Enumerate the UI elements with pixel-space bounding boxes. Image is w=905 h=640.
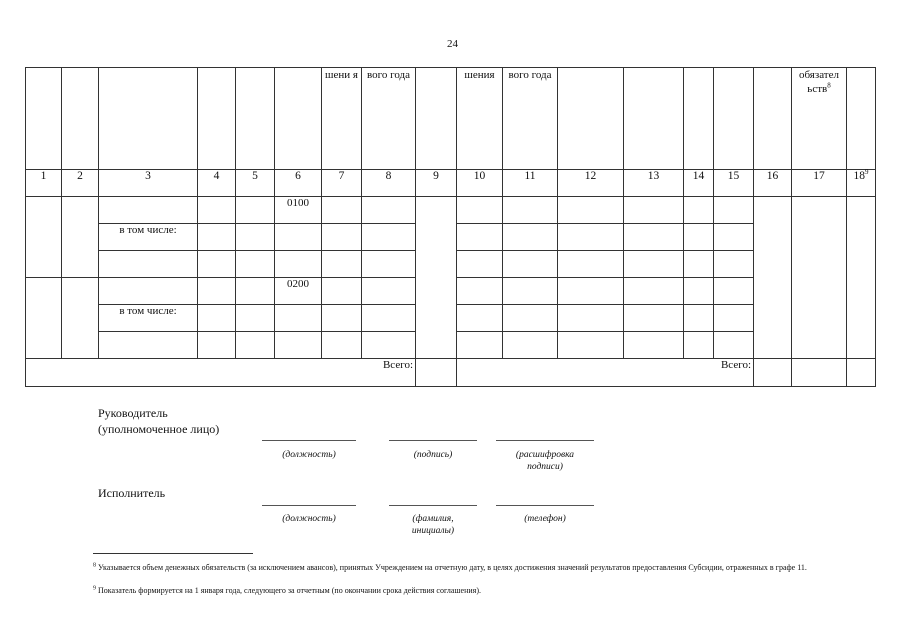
header-cell xyxy=(236,68,275,170)
table-cell xyxy=(847,359,876,387)
table-cell xyxy=(624,278,684,305)
table-cell xyxy=(99,251,198,278)
header-cell xyxy=(416,68,457,170)
table-cell xyxy=(275,305,322,332)
table-cell xyxy=(99,197,198,224)
col-number: 1 xyxy=(26,170,62,197)
table-cell xyxy=(684,305,714,332)
header-cell-col8: вого года xyxy=(362,68,416,170)
page-number: 24 xyxy=(447,38,458,50)
table-cell xyxy=(275,332,322,359)
table-cell xyxy=(847,197,876,359)
total-label-left: Всего: xyxy=(26,359,416,387)
table-row xyxy=(26,197,876,224)
table-cell xyxy=(457,332,503,359)
table-cell xyxy=(558,332,624,359)
col-number: 16 xyxy=(754,170,792,197)
table-cell xyxy=(362,278,416,305)
table-cell xyxy=(322,278,362,305)
table-cell xyxy=(198,197,236,224)
table-cell xyxy=(322,197,362,224)
table-cell xyxy=(714,305,754,332)
table-cell xyxy=(198,278,236,305)
col-number: 12 xyxy=(558,170,624,197)
table-cell xyxy=(714,224,754,251)
header-cell-col7: шени я xyxy=(322,68,362,170)
table-cell xyxy=(322,332,362,359)
including-label: в том числе: xyxy=(99,224,198,251)
col-number: 14 xyxy=(684,170,714,197)
table-cell xyxy=(457,251,503,278)
col-number: 17 xyxy=(792,170,847,197)
header-cell xyxy=(26,68,62,170)
including-label: в том числе: xyxy=(99,305,198,332)
exec-name-caption: (фамилия, инициалы) xyxy=(411,514,455,536)
header-cell xyxy=(275,68,322,170)
header-cell-col17 xyxy=(792,68,847,170)
exec-position-line xyxy=(262,505,356,506)
table-cell xyxy=(624,305,684,332)
table-cell xyxy=(714,251,754,278)
table-cell xyxy=(684,197,714,224)
table-cell xyxy=(503,197,558,224)
col-number: 11 xyxy=(503,170,558,197)
table-cell xyxy=(684,224,714,251)
table-cell xyxy=(362,305,416,332)
table-cell xyxy=(457,224,503,251)
table-cell xyxy=(416,197,457,359)
table-cell xyxy=(236,332,275,359)
table-cell xyxy=(558,305,624,332)
header-cell xyxy=(624,68,684,170)
table-cell xyxy=(236,197,275,224)
table-cell xyxy=(558,224,624,251)
executor-label: Исполнитель xyxy=(98,486,166,500)
column-number-row xyxy=(26,170,876,197)
table-cell xyxy=(26,278,62,359)
table-cell xyxy=(503,224,558,251)
col-number-18: 18 xyxy=(853,170,865,182)
table-cell xyxy=(624,332,684,359)
footnote-9 xyxy=(93,585,888,596)
table-cell xyxy=(362,332,416,359)
table-cell xyxy=(457,197,503,224)
footnote-9-mark: 9 xyxy=(93,585,96,592)
col-number: 8 xyxy=(362,170,416,197)
table-cell xyxy=(714,278,754,305)
table-cell xyxy=(99,332,198,359)
head-label xyxy=(98,405,219,437)
table-cell xyxy=(236,224,275,251)
header-cell xyxy=(198,68,236,170)
row-code: 0100 xyxy=(275,197,322,224)
head-decoding-caption: (расшифровка подписи) xyxy=(515,450,575,472)
table-cell xyxy=(275,224,322,251)
table-cell xyxy=(236,251,275,278)
table-cell xyxy=(503,278,558,305)
table-cell xyxy=(62,197,99,278)
table-cell xyxy=(684,251,714,278)
table-cell xyxy=(198,224,236,251)
col-number: 2 xyxy=(62,170,99,197)
table-cell xyxy=(558,251,624,278)
table-cell xyxy=(322,305,362,332)
col-number: 6 xyxy=(275,170,322,197)
head-label-line2: (уполномоченное лицо) xyxy=(98,422,220,436)
col-number: 4 xyxy=(198,170,236,197)
header-cell xyxy=(99,68,198,170)
table-cell xyxy=(236,278,275,305)
table-cell xyxy=(26,197,62,278)
head-position-line xyxy=(262,440,356,441)
footnote-rule xyxy=(93,553,253,554)
table-cell xyxy=(684,332,714,359)
report-table xyxy=(25,67,876,387)
table-cell xyxy=(198,305,236,332)
exec-phone-caption: (телефон) xyxy=(524,514,566,524)
header-cell xyxy=(684,68,714,170)
header-cell-col11: вого года xyxy=(503,68,558,170)
table-cell xyxy=(62,278,99,359)
header-cell xyxy=(62,68,99,170)
header-row xyxy=(26,68,876,170)
table-cell xyxy=(198,251,236,278)
col-number xyxy=(847,170,876,197)
table-cell xyxy=(99,278,198,305)
table-cell xyxy=(792,197,847,359)
table-cell xyxy=(558,278,624,305)
table-cell xyxy=(322,224,362,251)
exec-name-line xyxy=(389,505,477,506)
head-decoding-line xyxy=(496,440,594,441)
table-cell xyxy=(792,359,847,387)
table-cell xyxy=(624,224,684,251)
footnote-ref-8: 8 xyxy=(827,81,831,90)
table-cell xyxy=(198,332,236,359)
row-code: 0200 xyxy=(275,278,322,305)
table-cell xyxy=(275,251,322,278)
table-cell xyxy=(558,197,624,224)
header-cell xyxy=(558,68,624,170)
header-cell xyxy=(847,68,876,170)
table-cell xyxy=(236,305,275,332)
total-label-right: Всего: xyxy=(457,359,754,387)
col-number: 13 xyxy=(624,170,684,197)
table-cell xyxy=(362,224,416,251)
table-cell xyxy=(714,332,754,359)
table-cell xyxy=(684,278,714,305)
footnote-8 xyxy=(93,562,888,573)
exec-position-caption: (должность) xyxy=(282,514,336,524)
col-number: 15 xyxy=(714,170,754,197)
col-number: 3 xyxy=(99,170,198,197)
table-cell xyxy=(503,251,558,278)
footnote-ref-9: 9 xyxy=(865,168,869,177)
head-signature-caption: (подпись) xyxy=(413,450,453,460)
header-col17-text: обязател ьств xyxy=(798,69,839,95)
header-cell xyxy=(714,68,754,170)
table-cell xyxy=(503,332,558,359)
table-cell xyxy=(362,251,416,278)
exec-phone-line xyxy=(496,505,594,506)
footnote-8-mark: 8 xyxy=(93,562,96,569)
col-number: 9 xyxy=(416,170,457,197)
col-number: 7 xyxy=(322,170,362,197)
header-cell xyxy=(754,68,792,170)
footnote-8-text: Указывается объем денежных обязательств (за исключением авансов), принятых Учреждением на отчетную дату, в целях достижения значений результатов предоставления Субсидии, отраженных в графе 11. xyxy=(98,563,807,572)
table-cell xyxy=(416,359,457,387)
table-cell xyxy=(714,197,754,224)
table-cell xyxy=(754,359,792,387)
head-label-line1: Руководитель xyxy=(98,406,168,420)
table-cell xyxy=(457,305,503,332)
table-cell xyxy=(457,278,503,305)
head-signature-line xyxy=(389,440,477,441)
total-row xyxy=(26,359,876,387)
table-cell xyxy=(503,305,558,332)
footnote-9-text: Показатель формируется на 1 января года, следующего за отчетным (по окончании срока действия соглашения). xyxy=(98,586,482,595)
table-cell xyxy=(624,197,684,224)
table-cell xyxy=(362,197,416,224)
col-number: 5 xyxy=(236,170,275,197)
col-number: 10 xyxy=(457,170,503,197)
table-cell xyxy=(322,251,362,278)
header-cell-col10: шения xyxy=(457,68,503,170)
table-cell xyxy=(754,197,792,359)
head-position-caption: (должность) xyxy=(282,450,336,460)
table-cell xyxy=(624,251,684,278)
